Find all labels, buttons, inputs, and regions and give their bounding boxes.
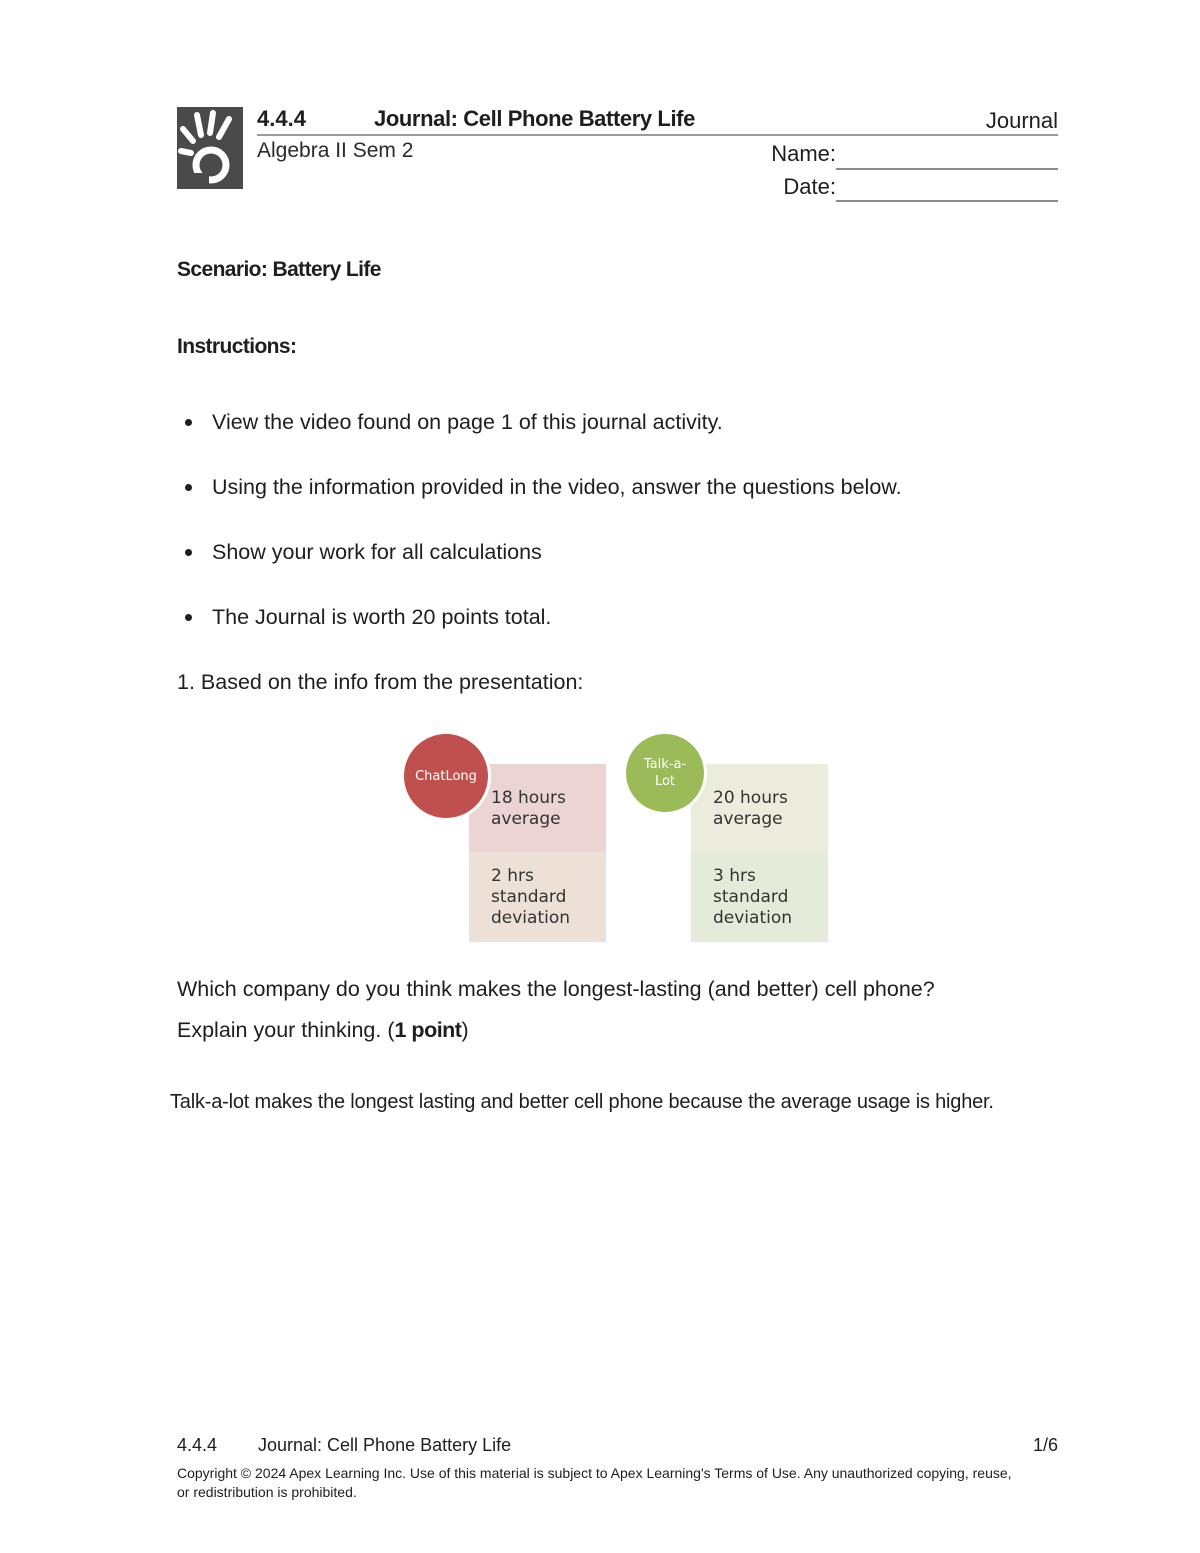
name-field[interactable]	[836, 168, 1058, 170]
footer-number: 4.4.4	[177, 1435, 218, 1455]
page-number: 1/6	[1032, 1435, 1058, 1455]
date-label: Date:	[783, 174, 836, 199]
name-label: Name:	[771, 141, 836, 166]
chatlong-deviation: 2 hrs standard deviation	[469, 852, 606, 942]
page-title: Journal: Cell Phone Battery Life	[374, 106, 695, 131]
question-explain: Explain your thinking. (1 point)	[177, 1018, 469, 1042]
instructions-heading: Instructions:	[177, 335, 297, 358]
bullet-icon	[185, 419, 192, 426]
chatlong-average: 18 hours average	[469, 764, 606, 852]
answer-text[interactable]: Talk-a-lot makes the longest lasting and better cell phone because the average usage is higher.	[170, 1091, 994, 1113]
scenario-heading: Scenario: Battery Life	[177, 258, 381, 281]
talk-a-lot-average: 20 hours average	[691, 764, 828, 852]
talk-a-lot-deviation: 3 hrs standard deviation	[691, 852, 828, 942]
footer-title: Journal: Cell Phone Battery Life	[258, 1435, 512, 1455]
date-field[interactable]	[836, 200, 1058, 202]
chatlong-circle: ChatLong	[401, 731, 491, 821]
header-number: 4.4.4	[257, 106, 306, 131]
list-item: Using the information provided in the video, answer the questions below.	[185, 470, 902, 535]
question-text: Which company do you think makes the longest-lasting (and better) cell phone?	[177, 977, 935, 1001]
points-label: 1 point	[394, 1018, 462, 1042]
bullet-icon	[185, 549, 192, 556]
course-name: Algebra II Sem 2	[257, 139, 414, 162]
talk-a-lot-card	[691, 764, 828, 942]
talk-a-lot-circle: Talk-a-Lot	[623, 731, 707, 815]
list-item: Show your work for all calculations	[185, 535, 902, 600]
question-1: 1. Based on the info from the presentation:	[177, 670, 584, 694]
bullet-icon	[185, 484, 192, 491]
list-item: View the video found on page 1 of this journal activity.	[185, 405, 902, 470]
apex-logo-icon	[177, 107, 243, 189]
list-item: The Journal is worth 20 points total.	[185, 600, 902, 665]
bullet-icon	[185, 614, 192, 621]
document-type: Journal	[985, 108, 1058, 133]
header-divider	[257, 134, 1058, 136]
instructions-list	[185, 405, 902, 665]
copyright-notice: Copyright © 2024 Apex Learning Inc. Use of this material is subject to Apex Learning's Terms of Use. Any unauthorized copying, reuse, or redistribution is prohibited.	[177, 1465, 1012, 1500]
chatlong-card	[469, 764, 606, 942]
